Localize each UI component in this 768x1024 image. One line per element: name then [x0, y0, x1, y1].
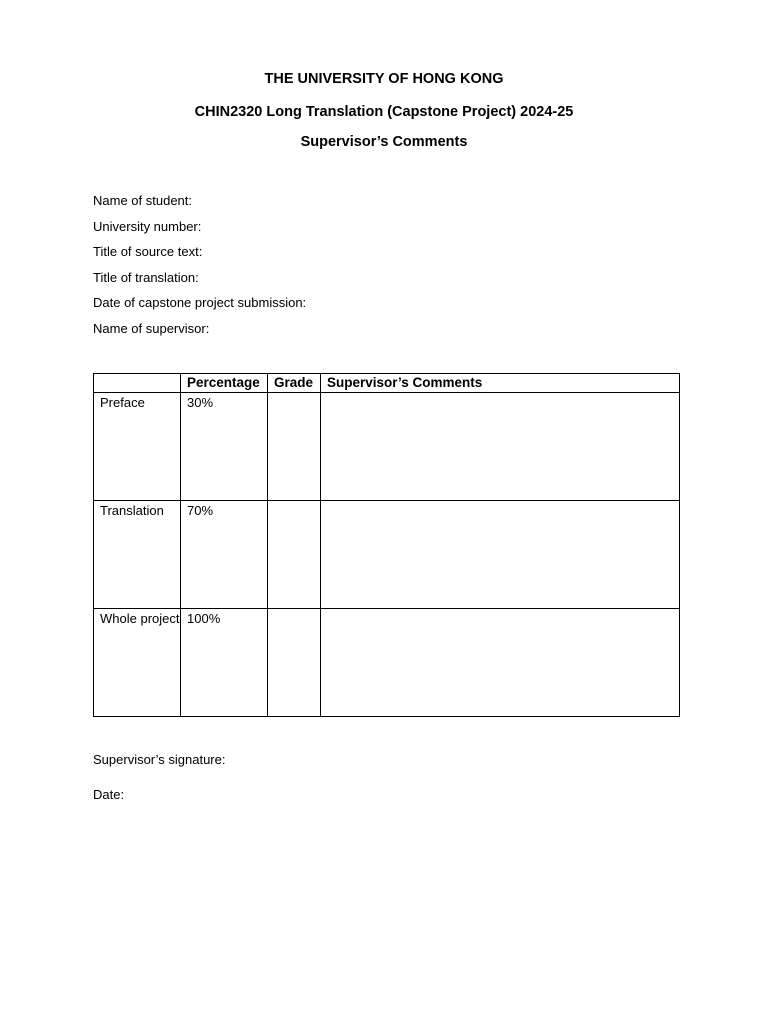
table-row: [94, 501, 680, 609]
source-text-title-field: Title of source text:: [93, 244, 203, 259]
form-title: Supervisor’s Comments: [300, 134, 468, 150]
assessment-table: [93, 373, 680, 717]
percentage-cell: 30%: [181, 393, 268, 501]
section-cell: Translation: [94, 501, 181, 609]
percentage-cell: 70%: [181, 501, 268, 609]
table-row: [94, 609, 680, 717]
grade-cell[interactable]: [268, 609, 321, 717]
supervisor-signature-label: Supervisor’s signature:: [93, 752, 226, 767]
section-cell: Whole project: [94, 609, 181, 717]
comments-cell[interactable]: [321, 393, 680, 501]
header-percentage: Percentage: [181, 374, 268, 393]
header-grade: Grade: [268, 374, 321, 393]
section-cell: Preface: [94, 393, 181, 501]
percentage-cell: 100%: [181, 609, 268, 717]
comments-cell[interactable]: [321, 609, 680, 717]
translation-title-field: Title of translation:: [93, 270, 199, 285]
institution-heading: THE UNIVERSITY OF HONG KONG: [264, 71, 504, 87]
table-row: [94, 393, 680, 501]
date-label: Date:: [93, 787, 125, 802]
table-header-row: [94, 374, 680, 393]
header-section: [94, 374, 181, 393]
supervisor-name-field: Name of supervisor:: [93, 321, 210, 336]
submission-date-field: Date of capstone project submission:: [93, 295, 307, 310]
grade-cell[interactable]: [268, 393, 321, 501]
course-heading: CHIN2320 Long Translation (Capstone Project) 2024-25: [194, 104, 574, 120]
comments-cell[interactable]: [321, 501, 680, 609]
student-name-field: Name of student:: [93, 193, 192, 208]
grade-cell[interactable]: [268, 501, 321, 609]
university-number-field: University number:: [93, 219, 202, 234]
header-comments: Supervisor’s Comments: [321, 374, 680, 393]
